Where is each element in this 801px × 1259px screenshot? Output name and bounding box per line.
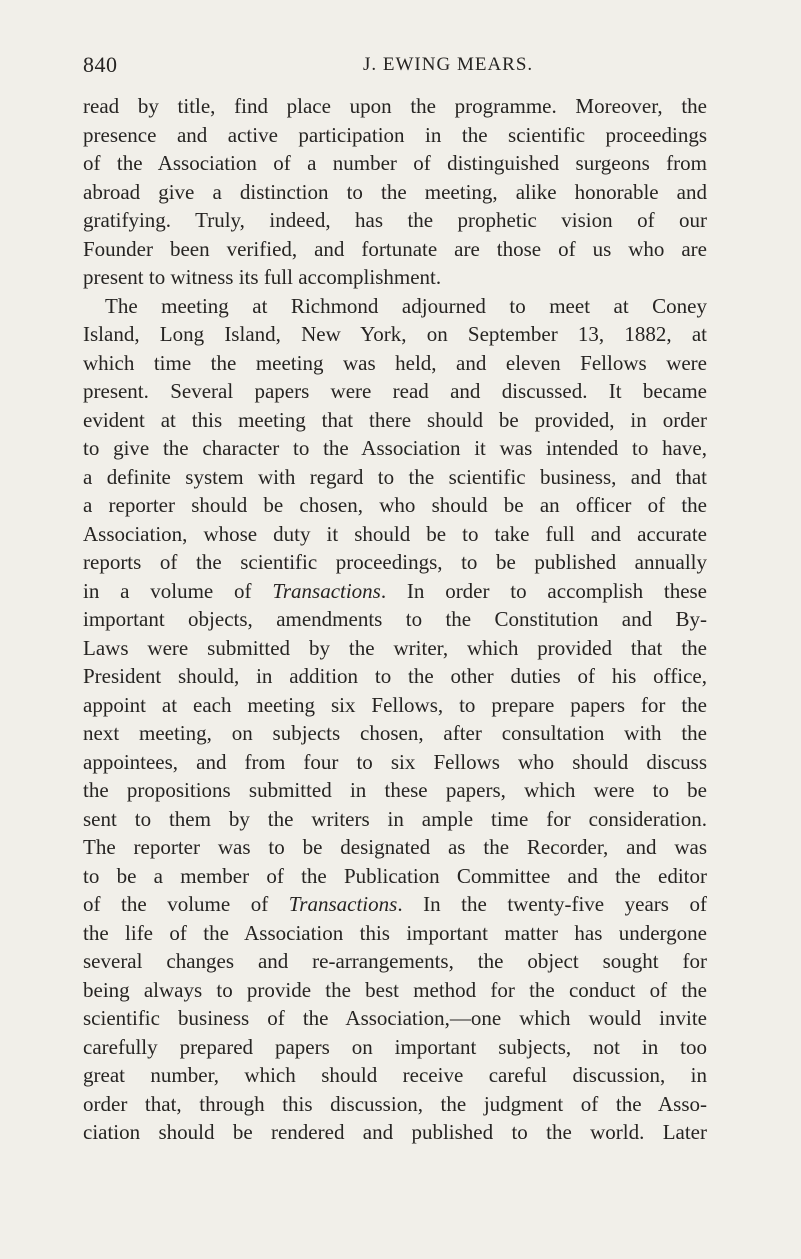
text-line: Association, whose duty it should be to take full and accurate: [83, 521, 707, 546]
text-line: to be a member of the Publication Committee and the editor: [83, 863, 707, 888]
text-line: being always to provide the best method for the conduct of the: [83, 977, 707, 1002]
text-line: in a volume of Transactions. In order to accomplish these: [83, 578, 707, 603]
text-line: present. Several papers were read and discussed. It became: [83, 379, 707, 403]
text-line: The meeting at Richmond adjourned to meet at Coney: [105, 293, 707, 318]
running-title: J. EWING MEARS.: [363, 54, 534, 75]
text-line: a reporter should be chosen, who should be an officer of the: [83, 493, 707, 517]
text-line: evident at this meeting that there should be provided, in order: [83, 407, 707, 432]
running-head: [83, 52, 723, 80]
text-line: ciation should be rendered and published to the world. Later: [83, 1120, 707, 1144]
italic-title: Transactions: [272, 578, 381, 603]
text-line: present to witness its full accomplishment.: [83, 265, 442, 289]
text-line: of the volume of Transactions. In the twenty-five years of: [83, 892, 707, 916]
text-line: appointees, and from four to six Fellows who should discuss: [83, 749, 707, 774]
text-line: which time the meeting was held, and eleven Fellows were: [83, 350, 707, 375]
text-line: sent to them by the writers in ample time for consideration.: [83, 806, 707, 831]
text-line: Island, Long Island, New York, on September 13, 1882, at: [83, 322, 707, 346]
text-line: of the Association of a number of distinguished surgeons from: [83, 151, 707, 175]
text-line: President should, in addition to the other duties of his office,: [83, 664, 707, 688]
text-line: next meeting, on subjects chosen, after consultation with the: [83, 721, 707, 745]
text-line: several changes and re-arrangements, the object sought for: [83, 949, 707, 973]
text-line: to give the character to the Association it was intended to have,: [83, 436, 707, 460]
text-line: The reporter was to be designated as the Recorder, and was: [83, 835, 707, 859]
text-line: abroad give a distinction to the meeting, alike honorable and: [83, 179, 707, 204]
text-line: Laws were submitted by the writer, which provided that the: [83, 635, 707, 660]
text-line: important objects, amendments to the Constitution and By-: [83, 607, 707, 631]
text-line: Founder been verified, and fortunate are those of us who are: [83, 236, 707, 261]
paragraph: [83, 292, 707, 1147]
body-text: [83, 92, 707, 1147]
text-line: great number, which should receive careful discussion, in: [83, 1063, 707, 1087]
text-line: carefully prepared papers on important subjects, not in too: [83, 1034, 707, 1059]
text-line: scientific business of the Association,—one which would invite: [83, 1006, 707, 1030]
paragraph: [83, 92, 707, 292]
text-line: gratifying. Truly, indeed, has the prophetic vision of our: [83, 208, 707, 232]
text-line: presence and active participation in the scientific proceedings: [83, 122, 707, 147]
text-line: a definite system with regard to the scientific business, and that: [83, 464, 707, 489]
text-line: read by title, find place upon the programme. Moreover, the: [83, 94, 707, 118]
italic-title: Transactions: [288, 892, 398, 916]
text-line: order that, through this discussion, the judgment of the Asso-: [83, 1091, 707, 1116]
text-line: reports of the scientific proceedings, to be published annually: [83, 550, 707, 574]
text-line: appoint at each meeting six Fellows, to prepare papers for the: [83, 692, 707, 717]
text-line: the life of the Association this important matter has undergone: [83, 920, 707, 945]
text-line: the propositions submitted in these papers, which were to be: [83, 778, 707, 802]
page-number: 840: [83, 52, 118, 77]
